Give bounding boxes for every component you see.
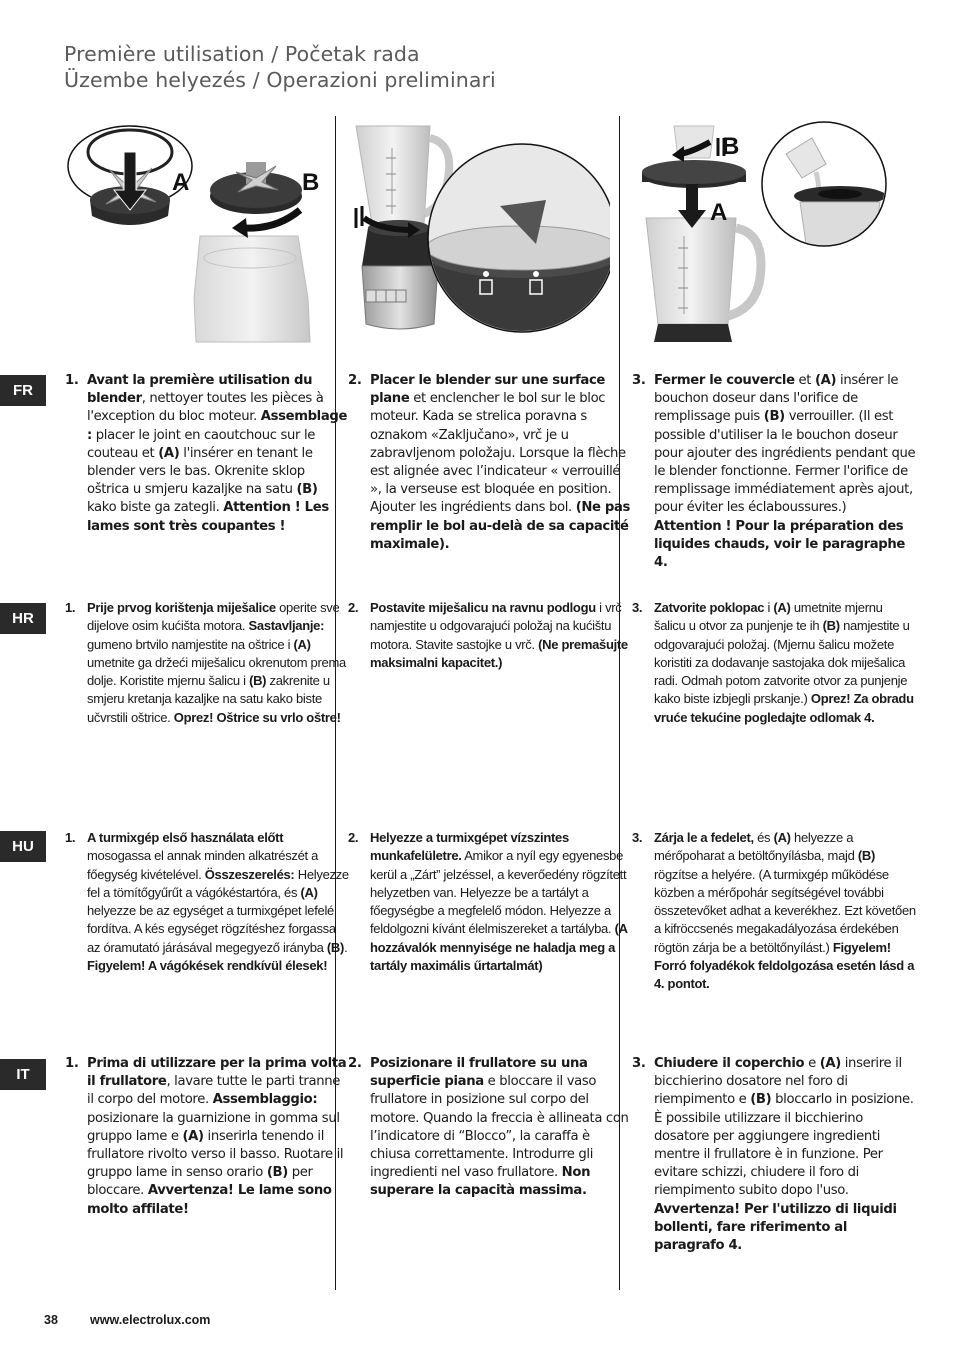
it-step-1 — [65, 1055, 349, 1219]
step-text: Avant la première utilisation du blender, nettoyer toutes les pièces à l'exception du bloc moteur. Assemblage : placer le joint en caoutchouc sur le couteau et (A) l'insérer en tenant le blender vers le bas. Okrenite sklop oštrica u smjeru kazaljke na satu (B) kako biste ga zategli. Attention ! Les lames sont très coupantes ! — [87, 373, 348, 534]
fig3-label-b: B — [722, 133, 740, 160]
jar-on-base-illustration — [350, 118, 610, 344]
step-text: Prije prvog korištenja miješalice operite sve dijelove osim kućišta motora. Sastavljanje: gumeno brtvilo namjestite na oštrice i (A) umetnite ga držeći miješalicu okrenutom prema dolje. Koristite mjernu šalicu i (B) zakrenite u smjeru kretanja kazaljke na satu kako biste učvrstili oštrice. Oprez! Oštrice su vrlo oštre! — [87, 600, 346, 725]
step-number: 3. — [632, 600, 643, 615]
step-text: Posizionare il frullatore su una superficie piana e bloccare il vaso frullatore in posizione sul corpo del motore. Quando la freccia è allineata con l’indicatore di “Blocco”, la caraffa è chiusa correttamente. Introdurre gli ingredienti nel vaso frullatore. Non superare la capacità massima. — [370, 1056, 629, 1199]
step-number: 1. — [65, 600, 76, 615]
step-number: 1. — [65, 373, 79, 388]
step-text: Zatvorite poklopac i (A) umetnite mjernu šalicu u otvor za punjenje te ih (B) namjestite u odgovarajući položaj. (Mjernu šalicu možete koristiti za dodavanje sastojaka dok miješalica radi. Odmah potom zatvorite otvor za punjenje kako biste izbjegli prskanje.) Oprez! Za obradu vruće tekućine pogledajte odlomak 4. — [654, 600, 914, 725]
it-step-3 — [632, 1055, 916, 1255]
step-text: Fermer le couvercle et (A) insérer le bouchon doseur dans l'orifice de remplissage puis (B) verrouiller. (Il est possible d'utiliser la le bouchon doseur pour ajouter des ingrédients pendant que le blender fonctionne. Fermer l'orifice de remplissage immédiatement après ajout, pour éviter les éclaboussures.) Attention ! Pour la préparation des liquides chauds, voir le paragraphe 4. — [654, 373, 916, 571]
step-number: 2. — [348, 373, 362, 388]
step-text: A turmixgép első használata előtt mosogassa el annak minden alkatrészét a főegység kivételével. Összeszerelés: Helyezze fel a tömítőgyűrűt a vágókéstartóra, és (A) helyezze be az egységet a turmixgépet lefelé fordítva. A kés egységet rögzítéshez forgassa az óramutató járásával megegyező irányba (B). Figyelem! A vágókések rendkívül élesek! — [87, 830, 349, 974]
fr-step-1 — [65, 372, 349, 536]
hr-step-1 — [65, 599, 349, 727]
step-number: 3. — [632, 830, 643, 845]
step-text: Helyezze a turmixgépet vízszintes munkafelületre. Amikor a nyíl egy egyenesbe kerül a „Zárt” jelzéssel, a keverőedény rögzített helyzetben van. Helyezze be a tartályt a főegységbe a megfelelő módon. Helyezze a feldolgozni kívánt élelmiszereket a tartályba. (A hozzávalók mennyisége ne haladja meg a tartály maximális űrtartalmát) — [370, 830, 628, 974]
step-text: Prima di utilizzare per la prima volta il frullatore, lavare tutte le parti tranne il corpo del motore. Assemblaggio: posizionare la guarnizione in gomma sul gruppo lame e (A) inserirla tenendo il frullatore rivolto verso il basso. Ruotare il gruppo lame in senso orario (B) per bloccare. Avvertenza! Le lame sono molto affilate! — [87, 1056, 347, 1217]
fr-step-2 — [348, 372, 632, 554]
hr-step-3 — [632, 599, 916, 727]
page-number: 38 — [44, 1313, 58, 1327]
page-title-line-1: Première utilisation / Početak rada — [64, 42, 420, 66]
step-number: 2. — [348, 1056, 362, 1071]
fr-step-3 — [632, 372, 916, 572]
hu-step-1 — [65, 829, 349, 975]
step-text: Placer le blender sur une surface plane et enclencher le bol sur le bloc moteur. Kada se strelica poravna s oznakom «Zaključano», vrč je u zabravljenom položaju. Lorsque la flèche est alignée avec l’indicateur « verrouillé », la verseuse est bloquée en position. Ajouter les ingrédients dans bol. (Ne pas remplir le bol au-delà de sa capacité maximale). — [370, 373, 631, 552]
blade-assembly-illustration — [60, 118, 322, 344]
step-number: 3. — [632, 1056, 646, 1071]
language-tab-fr: FR — [0, 375, 46, 406]
language-tab-hu: HU — [0, 831, 46, 862]
step-text: Chiudere il coperchio e (A) inserire il bicchierino dosatore nel foro di riempimento e (B) bloccarlo in posizione. È possibile utilizzare il bicchierino dosatore per aggiungere ingredienti mentre il frullatore è in funzione. Per evitare schizzi, chiudere il foro di riempimento subito dopo l'uso. Avvertenza! Per l'utilizzo di liquidi bollenti, fare riferimento al paragrafo 4. — [654, 1056, 914, 1254]
website-link[interactable]: www.electrolux.com — [90, 1313, 211, 1327]
language-tab-it: IT — [0, 1059, 46, 1090]
step-text: Postavite miješalicu na ravnu podlogu i vrč namjestite u odgovarajući položaj na kućištu motora. Stavite sastojke u vrč. (Ne premašujte maksimalni kapacitet.) — [370, 600, 628, 670]
fig1-label-a: A — [172, 169, 190, 196]
step-number: 2. — [348, 830, 359, 845]
hu-step-2 — [348, 829, 632, 975]
hu-step-3 — [632, 829, 916, 994]
step-text: Zárja le a fedelet, és (A) helyezze a mérőpoharat a betöltőnyílásba, majd (B) rögzítse a helyére. (A turmixgép működése közben a mérőpohár segítségével további összetevőket adhat a keverékhez. Ezt követően a kifröccsenés megakadályozása érdekében rögtön zárja be a betöltőnyílást.) Figyelem! Forró folyadékok feldolgozása esetén lásd a 4. pontot. — [654, 830, 916, 992]
step-number: 3. — [632, 373, 646, 388]
it-step-2 — [348, 1055, 632, 1201]
language-tab-hr: HR — [0, 603, 46, 634]
page-title-line-2: Üzembe helyezés / Operazioni preliminari — [64, 68, 496, 92]
fig3-label-a: A — [710, 199, 728, 226]
step-number: 1. — [65, 1056, 79, 1071]
step-number: 2. — [348, 600, 359, 615]
lid-and-measuring-cup-illustration — [636, 118, 892, 344]
fig1-label-b: B — [302, 169, 320, 196]
step-number: 1. — [65, 830, 76, 845]
hr-step-2 — [348, 599, 632, 672]
